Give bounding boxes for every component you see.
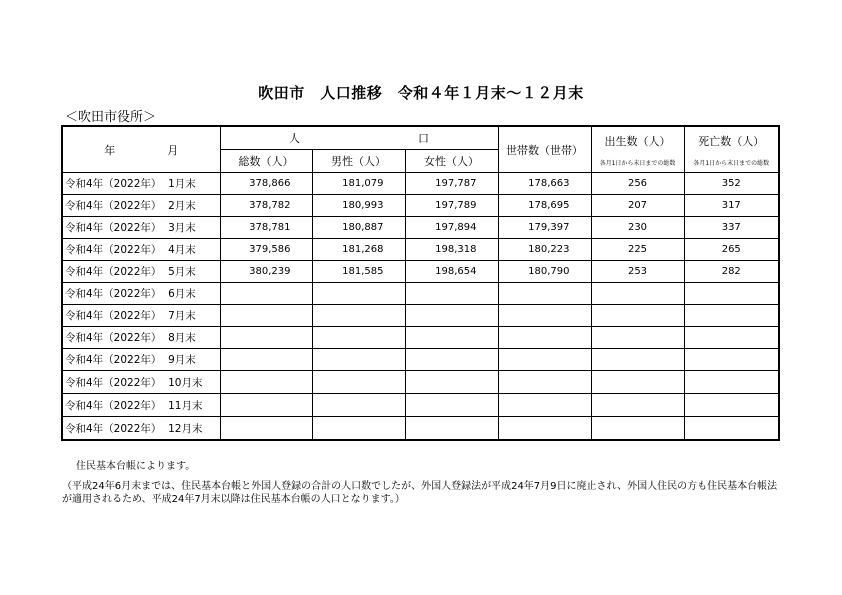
deaths-header-note: 各月1日から末日までの総数 (693, 159, 770, 167)
households-cell: 179,397 (498, 217, 591, 239)
households-cell: 178,695 (498, 195, 591, 217)
deaths-cell (684, 371, 779, 394)
female-cell: 198,654 (405, 261, 498, 283)
female-cell: 197,789 (405, 195, 498, 217)
births-cell (591, 371, 684, 394)
female-cell (405, 394, 498, 417)
total-cell (220, 417, 312, 441)
total-cell: 379,586 (220, 239, 312, 261)
total-cell (220, 283, 312, 305)
households-cell: 180,223 (498, 239, 591, 261)
total-cell (220, 394, 312, 417)
table-row (62, 327, 779, 349)
total-cell (220, 371, 312, 394)
female-cell: 197,894 (405, 217, 498, 239)
month-label: 令和4年（2022年） 1月末 (62, 173, 220, 195)
births-header-label: 出生数（人） (604, 134, 671, 148)
table-row (62, 239, 779, 261)
table-row (62, 371, 779, 394)
month-label: 令和4年（2022年） 5月末 (62, 261, 220, 283)
month-label: 令和4年（2022年） 7月末 (62, 305, 220, 327)
births-cell: 207 (591, 195, 684, 217)
households-cell (498, 305, 591, 327)
households-cell (498, 327, 591, 349)
population-group-header (220, 126, 498, 150)
total-cell: 378,866 (220, 173, 312, 195)
male-cell (312, 371, 405, 394)
births-cell: 253 (591, 261, 684, 283)
deaths-cell: 282 (684, 261, 779, 283)
households-cell (498, 349, 591, 371)
deaths-header-label: 死亡数（人） (698, 134, 765, 148)
births-cell (591, 327, 684, 349)
deaths-cell (684, 283, 779, 305)
male-cell (312, 283, 405, 305)
table-row (62, 417, 779, 441)
population-table (61, 125, 780, 441)
total-cell (220, 327, 312, 349)
total-cell: 378,781 (220, 217, 312, 239)
births-cell (591, 394, 684, 417)
deaths-cell: 337 (684, 217, 779, 239)
total-header: 総数（人） (220, 150, 312, 173)
male-header: 男性（人） (312, 150, 405, 173)
total-cell (220, 305, 312, 327)
male-cell: 181,268 (312, 239, 405, 261)
deaths-cell (684, 327, 779, 349)
deaths-header (684, 126, 779, 173)
births-cell: 230 (591, 217, 684, 239)
female-cell (405, 305, 498, 327)
births-cell: 225 (591, 239, 684, 261)
table-row (62, 394, 779, 417)
female-cell (405, 327, 498, 349)
month-label: 令和4年（2022年） 4月末 (62, 239, 220, 261)
deaths-cell (684, 417, 779, 441)
households-cell: 178,663 (498, 173, 591, 195)
footnote-explanation: （平成24年6月末までは、住民基本台帳と外国人登録の合計の人口数でしたが、外国人登録法が平成24年7月9日に廃止され、外国人住民の方も住民基本台帳法が適用されるため、平成24年7月末以降は住民基本台帳の人口となります。） (62, 481, 778, 505)
households-cell (498, 283, 591, 305)
deaths-cell (684, 394, 779, 417)
table-row (62, 173, 779, 195)
male-cell: 181,079 (312, 173, 405, 195)
female-cell (405, 283, 498, 305)
households-cell (498, 371, 591, 394)
male-cell: 180,993 (312, 195, 405, 217)
total-cell: 380,239 (220, 261, 312, 283)
month-label: 令和4年（2022年） 8月末 (62, 327, 220, 349)
households-header: 世帯数（世帯） (498, 126, 591, 173)
footnote-source: 住民基本台帳によります。 (76, 461, 196, 472)
households-cell: 180,790 (498, 261, 591, 283)
table-row (62, 349, 779, 371)
male-cell: 180,887 (312, 217, 405, 239)
deaths-cell: 317 (684, 195, 779, 217)
female-cell: 198,318 (405, 239, 498, 261)
male-cell (312, 305, 405, 327)
header-row-1 (62, 126, 779, 150)
male-cell (312, 394, 405, 417)
female-cell (405, 349, 498, 371)
male-cell (312, 327, 405, 349)
male-cell (312, 417, 405, 441)
month-label: 令和4年（2022年） 12月末 (62, 417, 220, 441)
table-row (62, 283, 779, 305)
month-label: 令和4年（2022年） 3月末 (62, 217, 220, 239)
births-cell (591, 417, 684, 441)
births-cell: 256 (591, 173, 684, 195)
deaths-cell (684, 305, 779, 327)
households-cell (498, 417, 591, 441)
organization-label: ＜吹田市役所＞ (65, 110, 157, 125)
table-row (62, 261, 779, 283)
births-cell (591, 283, 684, 305)
births-header (591, 126, 684, 173)
male-cell (312, 349, 405, 371)
year-header-label: 年 (104, 143, 116, 157)
male-cell: 181,585 (312, 261, 405, 283)
year-month-header (62, 126, 220, 173)
deaths-cell: 352 (684, 173, 779, 195)
page-title: 吹田市 人口推移 令和４年１月末～１２月末 (258, 84, 584, 102)
population-header-left: 人 (289, 132, 300, 145)
month-label: 令和4年（2022年） 6月末 (62, 283, 220, 305)
population-header-right: 口 (418, 132, 429, 145)
table-row (62, 217, 779, 239)
month-label: 令和4年（2022年） 10月末 (62, 371, 220, 394)
total-cell (220, 349, 312, 371)
month-label: 令和4年（2022年） 9月末 (62, 349, 220, 371)
table-row (62, 305, 779, 327)
female-cell (405, 417, 498, 441)
female-cell: 197,787 (405, 173, 498, 195)
total-cell: 378,782 (220, 195, 312, 217)
households-cell (498, 394, 591, 417)
deaths-cell (684, 349, 779, 371)
table-row (62, 195, 779, 217)
female-header: 女性（人） (405, 150, 498, 173)
month-label: 令和4年（2022年） 11月末 (62, 394, 220, 417)
month-header-label: 月 (167, 143, 179, 157)
deaths-cell: 265 (684, 239, 779, 261)
female-cell (405, 371, 498, 394)
births-cell (591, 305, 684, 327)
births-cell (591, 349, 684, 371)
births-header-note: 各月1日から末日までの総数 (599, 159, 676, 167)
month-label: 令和4年（2022年） 2月末 (62, 195, 220, 217)
